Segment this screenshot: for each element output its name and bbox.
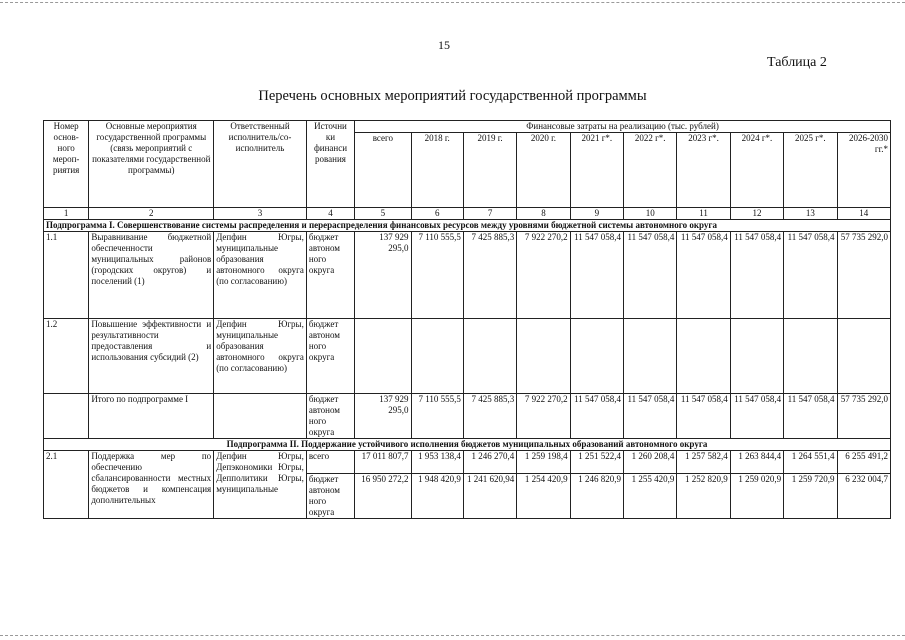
table-row [44,319,891,394]
activity-name: Повышение эффективности и результативности предоставления и использования субсидий (2) [89,319,214,394]
column-number: 11 [677,208,730,220]
activity-number: 2.1 [44,451,89,519]
subprogram-2-heading-row [44,439,891,451]
value-cell [517,319,570,394]
activity-name: Выравнивание бюджетной обеспеченности муниципальных районов (городских округов) и поселений (1) [89,232,214,319]
header-year: 2026-2030 гг.* [837,133,890,208]
header-year: 2018 г. [411,133,463,208]
value-cell: 137 929 295,0 [355,394,411,439]
value-cell [624,319,677,394]
value-cell: 11 547 058,4 [730,232,783,319]
header-row [44,121,891,133]
page-number: 15 [438,38,450,52]
value-cell: 1 252 820,9 [677,474,730,519]
header-year: 2021 г*. [570,133,623,208]
table-row [44,451,891,474]
document-title: Перечень основных мероприятий государственной программы [258,88,647,104]
column-number: 10 [624,208,677,220]
value-cell: 11 547 058,4 [784,232,837,319]
activity-executor: Депфин Югры, муниципальные образования автономного округа (по согласованию) [214,319,307,394]
header-activity: Основные мероприятия государственной программы (связь мероприятий с показателями государственной программы) [89,121,214,208]
column-number: 6 [411,208,463,220]
subprogram-1-heading-row [44,220,891,232]
header-year: 2023 г*. [677,133,730,208]
activity-source: бюджет автоном ного округа [306,394,354,439]
activity-number: 1.1 [44,232,89,319]
value-cell: 1 241 620,94 [463,474,516,519]
header-source: Источни ки финанси рования [306,121,354,208]
column-number: 13 [784,208,837,220]
value-cell: 11 547 058,4 [570,232,623,319]
table-row-total [44,394,891,439]
table-label: Таблица 2 [767,55,827,70]
header-year: всего [355,133,411,208]
value-cell: 1 259 020,9 [730,474,783,519]
value-cell: 57 735 292,0 [837,394,890,439]
value-cell: 11 547 058,4 [624,232,677,319]
program-activities-table [43,120,891,519]
scan-edge-bottom [0,635,905,637]
header-year: 2019 г. [463,133,516,208]
value-cell: 1 260 208,4 [624,451,677,474]
column-number: 14 [837,208,890,220]
column-number: 5 [355,208,411,220]
column-number: 1 [44,208,89,220]
value-cell: 137 929 295,0 [355,232,411,319]
activity-name: Итого по подпрограмме I [89,394,214,439]
value-cell: 16 950 272,2 [355,474,411,519]
value-cell: 7 922 270,2 [517,394,570,439]
column-number: 7 [463,208,516,220]
header-year: 2020 г. [517,133,570,208]
value-cell [411,319,463,394]
value-cell [355,319,411,394]
activity-executor: Депфин Югры, Депэкономики Югры, Депполитики Югры, муниципальные [214,451,307,519]
value-cell: 11 547 058,4 [677,232,730,319]
value-cell: 7 425 885,3 [463,232,516,319]
value-cell: 11 547 058,4 [784,394,837,439]
scan-edge-top [0,2,905,4]
value-cell: 11 547 058,4 [624,394,677,439]
value-cell: 57 735 292,0 [837,232,890,319]
column-number: 4 [306,208,354,220]
value-cell: 17 011 807,7 [355,451,411,474]
value-cell: 1 246 820,9 [570,474,623,519]
column-number: 12 [730,208,783,220]
value-cell: 1 264 551,4 [784,451,837,474]
value-cell: 1 254 420,9 [517,474,570,519]
column-numbers-row [44,208,891,220]
value-cell: 1 251 522,4 [570,451,623,474]
header-executor: Ответственный исполнитель/со-исполнитель [214,121,307,208]
value-cell [677,319,730,394]
header-year: 2024 г*. [730,133,783,208]
value-cell: 7 110 555,5 [411,394,463,439]
value-cell: 6 232 004,7 [837,474,890,519]
column-number: 3 [214,208,307,220]
activity-source: бюджет автоном ного округа [306,474,354,519]
activity-source: бюджет автоном ного округа [306,319,354,394]
column-number: 8 [517,208,570,220]
value-cell: 1 263 844,4 [730,451,783,474]
value-cell [463,319,516,394]
value-cell: 7 110 555,5 [411,232,463,319]
column-number: 2 [89,208,214,220]
value-cell: 1 259 198,4 [517,451,570,474]
subprogram-2-title: Подпрограмма II. Поддержание устойчивого исполнения бюджетов муниципальных образований автономного округа [44,439,891,451]
header-year: 2025 г*. [784,133,837,208]
value-cell: 1 257 582,4 [677,451,730,474]
subprogram-1-title: Подпрограмма I. Совершенствование системы распределения и перераспределения финансовых ресурсов между уровнями бюджетной системы автономного округа [44,220,891,232]
value-cell: 1 246 270,4 [463,451,516,474]
activity-source: всего [306,451,354,474]
header-financing-group: Финансовые затраты на реализацию (тыс. рублей) [355,121,891,133]
activity-name: Поддержка мер по обеспечению сбалансированности местных бюджетов и компенсация дополнительных [89,451,214,519]
value-cell: 6 255 491,2 [837,451,890,474]
value-cell: 11 547 058,4 [677,394,730,439]
header-year: 2022 г*. [624,133,677,208]
value-cell: 11 547 058,4 [730,394,783,439]
value-cell: 1 255 420,9 [624,474,677,519]
value-cell [570,319,623,394]
value-cell: 1 948 420,9 [411,474,463,519]
activity-source: бюджет автоном ного округа [306,232,354,319]
value-cell: 1 259 720,9 [784,474,837,519]
value-cell [837,319,890,394]
activity-number [44,394,89,439]
column-number: 9 [570,208,623,220]
activity-number: 1.2 [44,319,89,394]
value-cell: 7 425 885,3 [463,394,516,439]
value-cell [784,319,837,394]
activity-executor: Депфин Югры, муниципальные образования автономного округа (по согласованию) [214,232,307,319]
activity-executor [214,394,307,439]
value-cell: 1 953 138,4 [411,451,463,474]
value-cell: 7 922 270,2 [517,232,570,319]
value-cell: 11 547 058,4 [570,394,623,439]
table-row [44,232,891,319]
value-cell [730,319,783,394]
header-number: Номер основ-ного мероп-риятия [44,121,89,208]
